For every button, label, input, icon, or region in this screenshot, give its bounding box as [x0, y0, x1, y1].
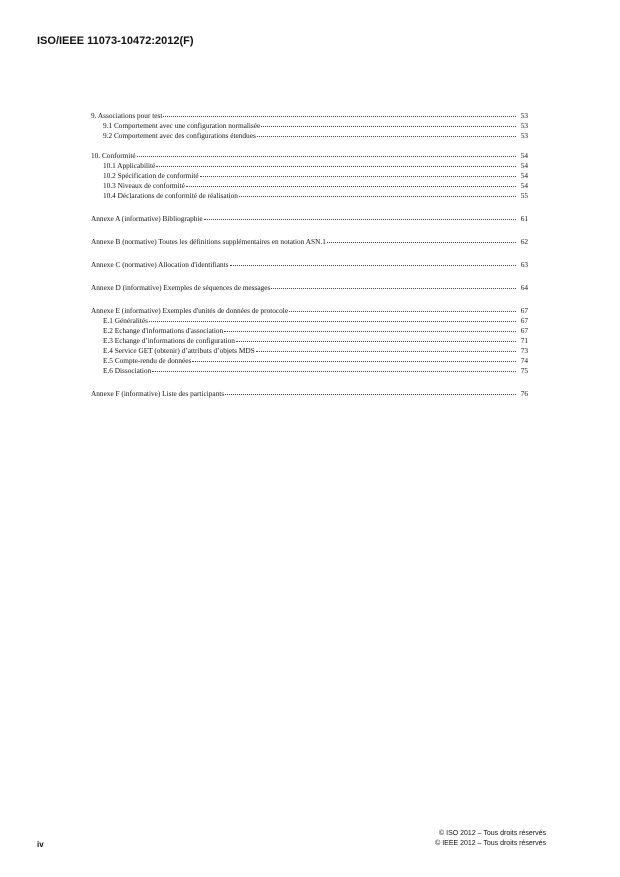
toc-entry-title: 10.4 Déclarations de conformité de réalisation — [103, 191, 238, 200]
toc-entry[interactable] — [91, 191, 528, 201]
page-number: iv — [37, 840, 44, 849]
dot-leader — [327, 236, 516, 243]
toc-entry-title: E.6 Dissociation — [103, 366, 152, 375]
toc-entry-page: 73 — [520, 346, 528, 355]
toc-entry-page: 63 — [520, 260, 528, 269]
toc-entry-title: 10.2 Spécification de conformité — [103, 171, 199, 180]
dot-leader — [137, 150, 516, 157]
dot-leader — [163, 110, 516, 117]
dot-leader — [204, 213, 516, 220]
dot-leader — [152, 365, 516, 372]
toc-entry[interactable] — [91, 237, 528, 247]
dot-leader — [256, 345, 516, 352]
dot-leader — [156, 160, 516, 167]
toc-entry-page: 67 — [520, 326, 528, 335]
toc-entry[interactable] — [91, 389, 528, 399]
toc-entry-page: 76 — [520, 389, 528, 398]
dot-leader — [230, 259, 517, 266]
toc-entry-title: 9. Associations pour test — [91, 111, 163, 120]
dot-leader — [289, 305, 516, 312]
dot-leader — [224, 325, 516, 332]
toc-entry[interactable] — [91, 131, 528, 141]
toc-entry-page: 55 — [520, 191, 528, 200]
dot-leader — [149, 315, 516, 322]
toc-entry-title: Annexe C (normative) Allocation d'identifiants — [91, 260, 229, 269]
toc-entry-title: 10. Conformité — [91, 151, 136, 160]
toc-entry-title: 10.1 Applicabilité — [103, 161, 156, 170]
toc-entry-title: Annexe D (informative) Exemples de séquences de messages — [91, 283, 271, 292]
toc-entry-page: 54 — [520, 151, 528, 160]
table-of-contents — [91, 111, 528, 399]
toc-entry[interactable] — [91, 283, 528, 293]
toc-entry[interactable] — [91, 366, 528, 376]
toc-entry-title: E.1 Généralités — [103, 316, 148, 325]
toc-entry-title: E.5 Compte-rendu de données — [103, 356, 192, 365]
toc-entry-title: 10.3 Niveaux de conformité — [103, 181, 185, 190]
dot-leader — [236, 335, 516, 342]
toc-entry-page: 62 — [520, 237, 528, 246]
toc-entry-page: 74 — [520, 356, 528, 365]
dot-leader — [271, 282, 516, 289]
toc-entry-page: 54 — [520, 161, 528, 170]
copyright-ieee: © IEEE 2012 – Tous droits réservés — [435, 840, 546, 847]
toc-entry-page: 53 — [520, 111, 528, 120]
toc-entry-title: Annexe F (informative) Liste des participants — [91, 389, 225, 398]
dot-leader — [261, 120, 516, 127]
toc-entry-page: 53 — [520, 121, 528, 130]
dot-leader — [225, 388, 516, 395]
toc-entry-title: E.2 Echange d'informations d'association — [103, 326, 224, 335]
toc-entry-title: Annexe A (informative) Bibliographie — [91, 214, 203, 223]
dot-leader — [200, 170, 516, 177]
toc-entry-title: E.3 Echange d’informations de configuration — [103, 336, 235, 345]
toc-entry-page: 64 — [520, 283, 528, 292]
toc-entry-page: 61 — [520, 214, 528, 223]
toc-entry[interactable] — [91, 214, 528, 224]
toc-entry-title: Annexe E (informative) Exemples d'unités de données de protocole — [91, 306, 289, 315]
toc-entry-page: 75 — [520, 366, 528, 375]
toc-entry-page: 71 — [520, 336, 528, 345]
toc-entry-title: E.4 Service GET (obtenir) d’attributs d’objets MDS — [103, 346, 255, 355]
copyright-iso: © ISO 2012 – Tous droits réservés — [439, 830, 546, 837]
copyright-notice — [435, 829, 546, 849]
toc-entry-page: 67 — [520, 306, 528, 315]
toc-entry[interactable] — [91, 260, 528, 270]
toc-entry-title: Annexe B (normative) Toutes les définitions supplémentaires en notation ASN.1 — [91, 237, 326, 246]
document-identifier: ISO/IEEE 11073-10472:2012(F) — [37, 35, 194, 47]
toc-entry-page: 67 — [520, 316, 528, 325]
dot-leader — [186, 180, 516, 187]
toc-entry-title: 9.2 Comportement avec des configurations étendues — [103, 131, 256, 140]
toc-entry-title: 9.1 Comportement avec une configuration normalisée — [103, 121, 261, 130]
toc-entry-page: 54 — [520, 181, 528, 190]
toc-entry-page: 54 — [520, 171, 528, 180]
toc-entry-page: 53 — [520, 131, 528, 140]
dot-leader — [192, 355, 516, 362]
dot-leader — [257, 130, 516, 137]
dot-leader — [239, 190, 516, 197]
